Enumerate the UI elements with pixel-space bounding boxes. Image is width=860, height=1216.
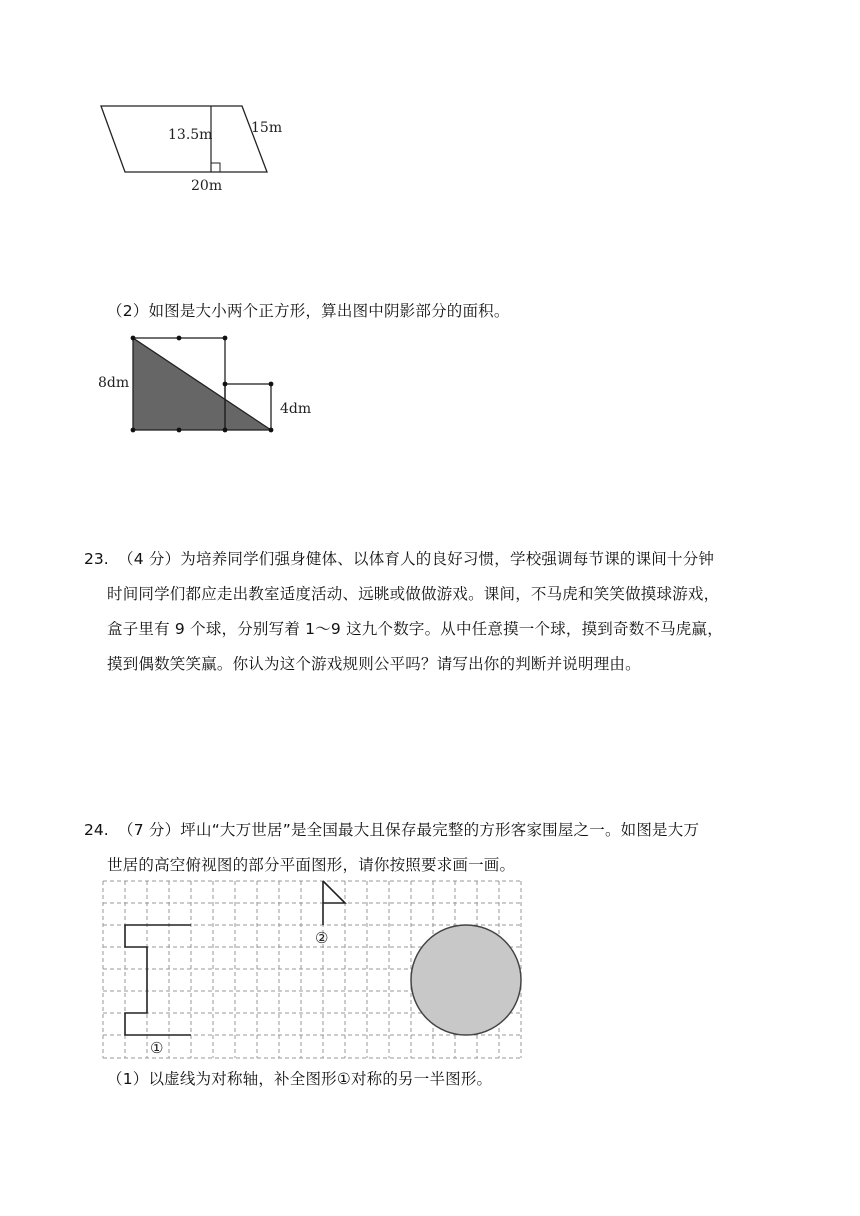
question-24-line-1: （7 分）坪山“大万世居”是全国最大且保存最完整的方形客家围屋之一。如图是大万	[118, 821, 700, 839]
right-angle-mark	[211, 163, 220, 172]
question-23-line-4: 摸到偶数笑笑赢。你认为这个游戏规则公平吗？请写出你的判断并说明理由。	[107, 655, 641, 673]
side-label: 15m	[251, 120, 283, 136]
base-label: 20m	[191, 178, 223, 194]
parallelogram-figure	[95, 98, 295, 198]
shape-1-half	[125, 925, 191, 1035]
question-24-part-1: （1）以虚线为对称轴，补全图形①对称的另一半图形。	[107, 1070, 493, 1088]
question-24-number: 24.	[84, 821, 109, 839]
two-squares-figure	[95, 330, 325, 440]
shape-2-flag-top	[323, 881, 345, 903]
height-label: 13.5m	[168, 127, 213, 143]
question-23-line-3: 盒子里有 9 个球，分别写着 1～9 这九个数字。从中任意摸一个球，摸到奇数不马虎赢，	[107, 620, 723, 638]
question-23-number: 23.	[84, 550, 109, 568]
question-24-line-2: 世居的高空俯视图的部分平面图形，请你按照要求画一画。	[107, 856, 516, 874]
question-23-line-1: （4 分）为培养同学们强身健体、以体育人的良好习惯，学校强调每节课的课间十分钟	[118, 550, 715, 568]
small-square-label: 4dm	[280, 401, 312, 417]
grid-figure	[102, 880, 523, 1060]
big-square-label: 8dm	[98, 375, 130, 391]
shape-2-label: ②	[315, 929, 329, 947]
question-23-line-2: 时间同学们都应走出教室适度活动、远眺或做做游戏。课间，不马虎和笑笑做摸球游戏，	[107, 585, 720, 603]
shape-1-label: ①	[150, 1039, 164, 1057]
part2-question: （2）如图是大小两个正方形，算出图中阴影部分的面积。	[107, 302, 510, 320]
shaded-circle	[411, 925, 521, 1035]
